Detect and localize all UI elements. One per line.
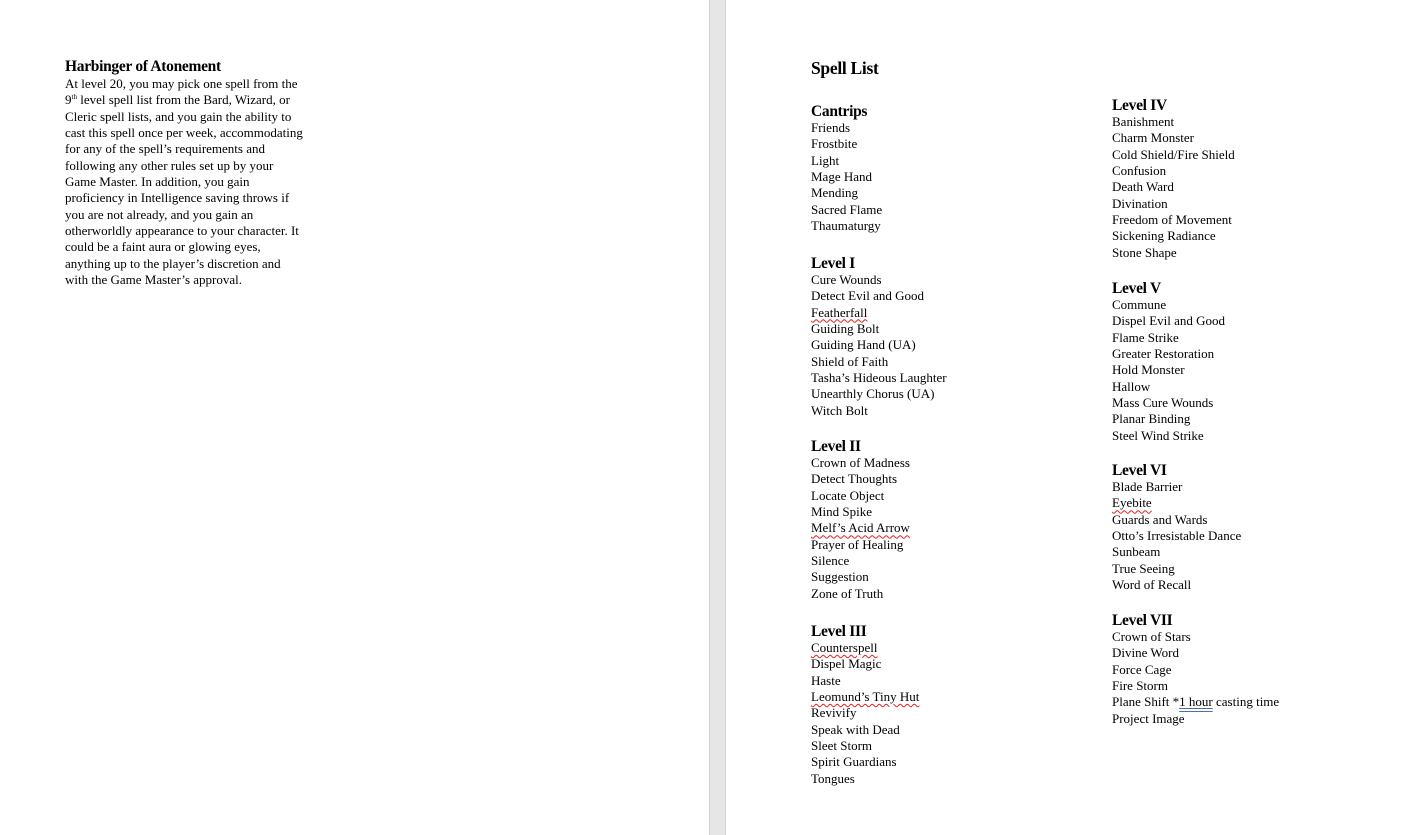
- feature-line: with the Game Master’s approval.: [65, 272, 243, 288]
- spell-item: Sunbeam: [1112, 544, 1161, 560]
- section-heading: Level I: [811, 255, 855, 272]
- spell-item: Planar Binding: [1112, 411, 1191, 427]
- section-heading: Level III: [811, 623, 867, 640]
- spell-item: Banishment: [1112, 114, 1175, 129]
- spell-item-text: Counterspell: [811, 640, 878, 655]
- spell-item: Divine Word: [1112, 645, 1179, 661]
- spell-item: Mind Spike: [811, 504, 873, 520]
- spell-item: Guiding Bolt: [811, 321, 880, 337]
- spell-item: Commune: [1112, 297, 1167, 312]
- section-level-1: [811, 254, 947, 419]
- spell-item: Mending: [811, 185, 858, 201]
- level-number: 9: [65, 92, 72, 108]
- feature-line: cast this spell once per week, accommodating: [65, 125, 303, 141]
- spell-list-title: Spell List: [811, 58, 879, 78]
- document-page-right: [726, 0, 1411, 835]
- spell-item: Divination: [1112, 195, 1168, 211]
- spell-item: Freedom of Movement: [1112, 212, 1232, 228]
- spell-item: Force Cage: [1112, 661, 1172, 677]
- spell-item: Sickening Radiance: [1112, 228, 1216, 244]
- spell-item: Stone Shape: [1112, 244, 1177, 260]
- spell-item: Sacred Flame: [811, 201, 883, 217]
- feature-line: for any of the spell’s requirements and: [65, 141, 265, 157]
- spell-item: Death Ward: [1112, 179, 1174, 195]
- feature-line: following any other rules set up by your: [65, 157, 274, 173]
- feature-line: you are not already, and you gain an: [65, 206, 254, 222]
- spell-item: Zone of Truth: [811, 585, 884, 601]
- spell-item: Frostbite: [811, 136, 858, 152]
- feature-line: Game Master. In addition, you gain: [65, 174, 250, 190]
- feature-line: proficiency in Intelligence saving throws if: [65, 190, 290, 206]
- spell-item: Detect Evil and Good: [811, 288, 924, 304]
- spell-item: Silence: [811, 553, 850, 569]
- spell-item: [811, 689, 919, 705]
- spell-item: Mage Hand: [811, 169, 873, 185]
- section-heading: Level V: [1112, 280, 1161, 297]
- spell-item-text: Melf’s Acid Arrow: [811, 520, 910, 536]
- feature-line: otherworldly appearance to your character. It: [65, 223, 299, 239]
- spell-item: Sleet Storm: [811, 738, 873, 754]
- spell-item: Spirit Guardians: [811, 754, 897, 770]
- spell-item-text: Featherfall: [811, 304, 868, 320]
- spell-item: Blade Barrier: [1112, 479, 1183, 494]
- spell-item: Haste: [811, 672, 841, 688]
- spell-item: Crown of Stars: [1112, 629, 1191, 644]
- section-cantrips: [811, 102, 882, 234]
- spell-item: Steel Wind Strike: [1112, 427, 1204, 443]
- feature-line: [65, 92, 330, 108]
- spell-item-plane-shift: [1112, 694, 1279, 710]
- feature-line: could be a faint aura or glowing eyes,: [65, 239, 261, 255]
- spell-item: Project Image: [1112, 710, 1185, 726]
- section-heading: Level IV: [1112, 97, 1167, 114]
- spell-item: Tasha’s Hideous Laughter: [811, 370, 947, 386]
- spell-item: Cure Wounds: [811, 272, 882, 287]
- spell-item: [811, 520, 910, 536]
- spell-item: Tongues: [811, 770, 855, 786]
- feature-body: [65, 76, 330, 288]
- section-heading: Level VII: [1112, 612, 1173, 629]
- spell-item: Witch Bolt: [811, 402, 868, 418]
- section-level-3: [811, 622, 919, 787]
- feature-line-text: level spell list from the Bard, Wizard, or: [80, 92, 290, 108]
- spell-item: Locate Object: [811, 487, 885, 503]
- spell-item: Speak with Dead: [811, 721, 900, 737]
- section-level-6: [1112, 461, 1241, 593]
- spell-item: Dispel Magic: [811, 656, 882, 672]
- spell-item: Friends: [811, 120, 850, 135]
- spell-item: Light: [811, 152, 840, 168]
- section-heading: Level II: [811, 438, 861, 455]
- spell-item: Fire Storm: [1112, 678, 1168, 694]
- spell-item: Revivify: [811, 705, 857, 721]
- spell-item: Detect Thoughts: [811, 471, 898, 487]
- spell-item: Suggestion: [811, 569, 869, 585]
- section-level-5: [1112, 279, 1225, 444]
- spell-item: [1112, 495, 1241, 511]
- spell-item: Dispel Evil and Good: [1112, 313, 1226, 329]
- spell-item: Guards and Wards: [1112, 511, 1208, 527]
- spell-item: Flame Strike: [1112, 329, 1179, 345]
- section-heading: Cantrips: [811, 103, 868, 120]
- spell-item: [811, 640, 919, 656]
- level-superscript: th: [71, 93, 77, 102]
- section-heading: Level VI: [1112, 462, 1167, 479]
- casting-time-note: casting time: [1212, 694, 1280, 710]
- section-level-2: [811, 437, 910, 602]
- feature-line: Cleric spell lists, and you gain the ability to: [65, 108, 292, 124]
- spell-name: Plane Shift *: [1112, 694, 1180, 710]
- page-gutter: [709, 0, 726, 835]
- spell-item: Hallow: [1112, 378, 1151, 394]
- spell-item: Word of Recall: [1112, 577, 1192, 593]
- spell-item: Charm Monster: [1112, 130, 1194, 146]
- feature-line: At level 20, you may pick one spell from the: [65, 76, 298, 91]
- spell-item: True Seeing: [1112, 560, 1175, 576]
- spell-item-text: Leomund’s Tiny Hut: [811, 689, 920, 705]
- feature-title: Harbinger of Atonement: [65, 58, 221, 75]
- spell-item: Prayer of Healing: [811, 536, 904, 552]
- casting-time-duration: 1 hour: [1179, 694, 1213, 710]
- spell-item: Shield of Faith: [811, 353, 889, 369]
- feature-line: anything up to the player’s discretion and: [65, 255, 281, 271]
- section-level-7: [1112, 611, 1279, 727]
- spell-item: Greater Restoration: [1112, 346, 1215, 362]
- spell-item: Confusion: [1112, 163, 1167, 179]
- spell-item: Mass Cure Wounds: [1112, 395, 1214, 411]
- spell-item: Thaumaturgy: [811, 218, 881, 234]
- spell-item: Unearthly Chorus (UA): [811, 386, 935, 402]
- spell-item: Guiding Hand (UA): [811, 337, 916, 353]
- spell-item: Otto’s Irresistable Dance: [1112, 528, 1242, 544]
- spell-item-text: Eyebite: [1112, 495, 1152, 511]
- section-level-4: [1112, 96, 1235, 261]
- spell-item: Crown of Madness: [811, 455, 910, 470]
- spell-item: Cold Shield/Fire Shield: [1112, 146, 1235, 162]
- spell-item: Hold Monster: [1112, 362, 1185, 378]
- spell-item: [811, 305, 947, 321]
